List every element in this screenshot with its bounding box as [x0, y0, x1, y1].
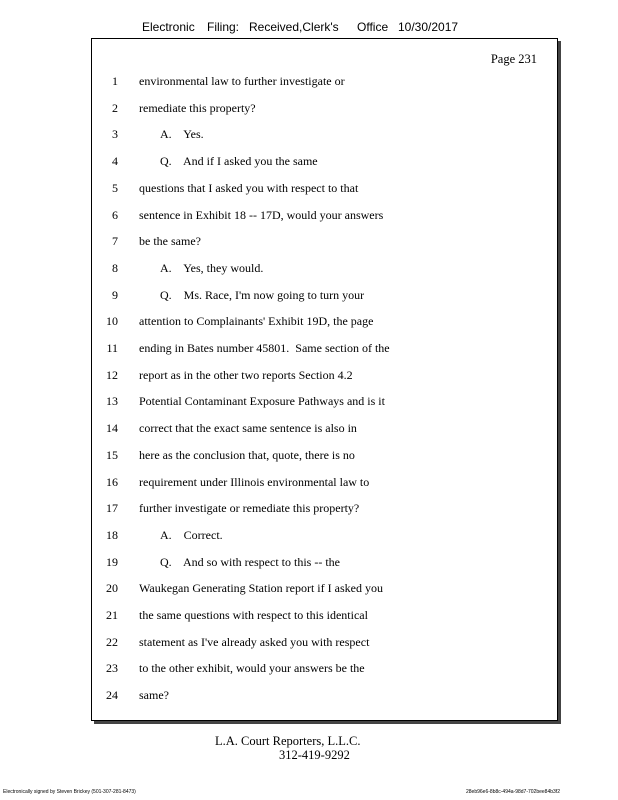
line-text: report as in the other two reports Section 4.2: [139, 367, 353, 382]
transcript-line: [92, 659, 552, 677]
line-text: A. Yes, they would.: [160, 260, 264, 275]
line-text: correct that the exact same sentence is also in: [139, 421, 357, 436]
line-number: 5: [112, 180, 118, 195]
line-number: 6: [112, 207, 118, 222]
transcript-line: [92, 206, 552, 224]
line-text: to the other exhibit, would your answers be the: [139, 661, 365, 676]
transcript-line: [92, 232, 552, 250]
transcript-line: [92, 286, 552, 304]
transcript-line: [92, 446, 552, 464]
transcript-line: [92, 579, 552, 597]
transcript-line: [92, 125, 552, 143]
line-text: Waukegan Generating Station report if I asked you: [139, 581, 383, 596]
transcript-line: [92, 392, 552, 410]
line-text: here as the conclusion that, quote, there is no: [139, 447, 355, 462]
line-number: 18: [106, 527, 118, 542]
line-text: be the same?: [139, 234, 201, 249]
transcript-line: [92, 526, 552, 544]
line-number: 17: [106, 501, 118, 516]
line-text: further investigate or remediate this property?: [139, 501, 360, 516]
filing-header-word: Filing:: [207, 20, 240, 34]
document-hash: 28eb96e6-8b8c-494a-98d7-702bee84b3f2: [466, 789, 560, 795]
line-text: Potential Contaminant Exposure Pathways and is it: [139, 394, 385, 409]
line-text: the same questions with respect to this identical: [139, 608, 368, 622]
line-number: 9: [112, 287, 118, 302]
line-number: 24: [106, 688, 118, 703]
line-number: 11: [106, 341, 118, 355]
line-text: A. Correct.: [160, 527, 223, 542]
line-number: 19: [106, 554, 118, 569]
line-number: 13: [106, 394, 118, 409]
line-text: same?: [139, 688, 169, 703]
line-text: ending in Bates number 45801. Same section of the: [139, 341, 390, 355]
line-text: remediate this property?: [139, 100, 256, 115]
transcript-line: [92, 366, 552, 384]
line-number: 20: [106, 581, 118, 596]
line-text: Q. And if I asked you the same: [160, 154, 318, 169]
transcript-line: [92, 473, 552, 491]
transcript-line: [92, 633, 552, 651]
filing-date: 10/30/2017: [398, 20, 459, 34]
line-number: 23: [106, 661, 118, 676]
line-text: requirement under Illinois environmental law to: [139, 474, 370, 489]
transcript-line: [92, 553, 552, 571]
filing-header-word: Electronic: [142, 20, 195, 34]
reporter-phone: 312-419-9292: [279, 748, 350, 762]
transcript-line: [92, 499, 552, 517]
line-number: 4: [112, 154, 118, 169]
line-number: 1: [112, 74, 118, 88]
line-text: attention to Complainants' Exhibit 19D, the page: [139, 314, 374, 329]
line-number: 8: [112, 260, 118, 275]
filing-header-word: Office: [357, 20, 389, 34]
line-number: 3: [112, 127, 118, 142]
transcript-line: [92, 72, 552, 90]
line-number: 15: [106, 447, 118, 462]
line-number: 14: [106, 421, 118, 436]
transcript-line: [92, 99, 552, 117]
transcript-line: [92, 606, 552, 624]
transcript-line: [92, 259, 552, 277]
transcript-line: [92, 152, 552, 170]
line-number: 16: [106, 474, 118, 489]
line-text: sentence in Exhibit 18 -- 17D, would your answers: [139, 207, 384, 222]
transcript-line: [92, 686, 552, 704]
line-number: 21: [106, 608, 118, 622]
line-text: Q. And so with respect to this -- the: [160, 554, 340, 569]
transcript-line: [92, 419, 552, 437]
filing-header-word: Received,Clerk's: [249, 20, 339, 34]
line-number: 22: [106, 634, 118, 649]
line-number: 2: [112, 100, 118, 115]
line-text: statement as I've already asked you with respect: [139, 634, 370, 649]
reporter-company: L.A. Court Reporters, L.L.C.: [215, 734, 361, 748]
line-text: questions that I asked you with respect to that: [139, 180, 359, 195]
transcript-line: [92, 339, 552, 357]
line-number: 10: [106, 314, 118, 329]
transcript-line: [92, 179, 552, 197]
transcript-line: [92, 312, 552, 330]
line-number: 7: [112, 234, 118, 249]
line-text: Q. Ms. Race, I'm now going to turn your: [160, 287, 365, 302]
line-text: A. Yes.: [160, 127, 204, 142]
line-number: 12: [106, 367, 118, 382]
transcript-page: [91, 38, 558, 721]
signature-note: Electronically signed by Steven Brickey (501-307-281-8473): [3, 789, 136, 795]
page-number: Page 231: [490, 52, 537, 66]
line-text: environmental law to further investigate or: [139, 74, 345, 88]
